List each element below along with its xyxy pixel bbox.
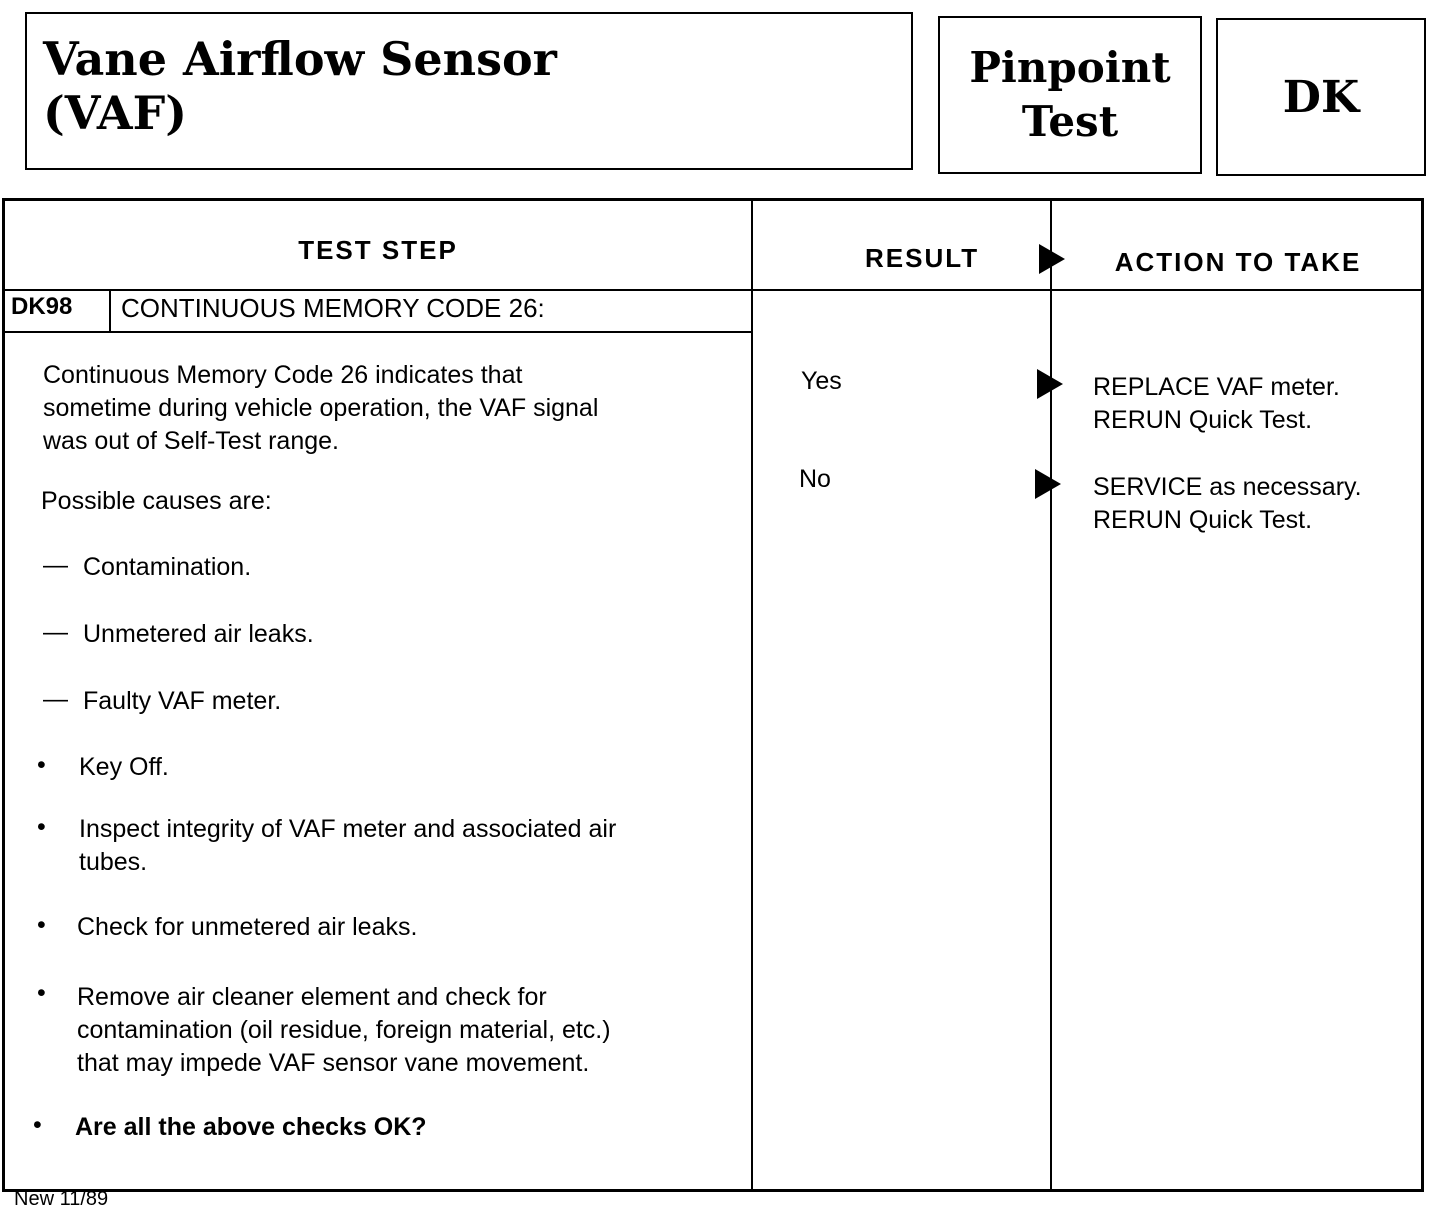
- test-type-line-1: Pinpoint: [969, 43, 1171, 92]
- pinpoint-table: [2, 198, 1424, 1192]
- step-title-rule: [5, 331, 751, 333]
- step-instruction: [79, 813, 616, 879]
- step-title: CONTINUOUS MEMORY CODE 26:: [121, 293, 545, 323]
- bullet-marker: •: [37, 979, 46, 1007]
- dash-marker: —: [43, 685, 68, 713]
- step-instruction: Key Off.: [79, 753, 169, 781]
- page-title: [43, 32, 557, 140]
- step-line: Inspect integrity of VAF meter and associated air: [79, 815, 617, 843]
- dash-marker: —: [43, 551, 68, 579]
- column-header-test-step: TEST STEP: [298, 235, 458, 265]
- intro-line: sometime during vehicle operation, the VAF signal: [43, 394, 599, 422]
- bullet-marker: •: [37, 911, 46, 939]
- step-question: Are all the above checks OK?: [75, 1113, 427, 1141]
- column-header-action: ACTION TO TAKE: [1114, 247, 1362, 277]
- column-header-result: RESULT: [865, 243, 980, 273]
- test-type-line-2: Test: [1021, 97, 1119, 146]
- step-id-divider: [109, 289, 111, 331]
- causes-heading: Possible causes are:: [41, 487, 272, 515]
- action-line: SERVICE as necessary.: [1093, 473, 1362, 501]
- revision-footer: New 11/89: [14, 1188, 109, 1210]
- dash-marker: —: [43, 618, 68, 646]
- step-line: Remove air cleaner element and check for: [77, 983, 547, 1011]
- test-code: DK: [1282, 71, 1360, 123]
- bullet-marker: •: [37, 813, 46, 841]
- bullet-marker: •: [33, 1111, 42, 1139]
- result-arrow-icon: [1035, 469, 1061, 499]
- test-type-box: [938, 16, 1202, 174]
- intro-paragraph: [43, 359, 598, 458]
- title-line-1: Vane Airflow Sensor: [43, 32, 557, 86]
- test-code-box: [1216, 18, 1426, 176]
- step-line: that may impede VAF sensor vane movement.: [77, 1049, 590, 1077]
- result-yes: Yes: [801, 367, 842, 395]
- cause-item: Contamination.: [83, 553, 252, 581]
- step-instruction: [77, 981, 611, 1080]
- step-instruction: Check for unmetered air leaks.: [77, 913, 418, 941]
- cause-item: Faulty VAF meter.: [83, 687, 282, 715]
- column-divider: [751, 201, 753, 1192]
- step-id: DK98: [11, 293, 73, 320]
- cause-item: Unmetered air leaks.: [83, 620, 314, 648]
- action-no: [1093, 471, 1362, 537]
- column-divider: [1050, 201, 1052, 1192]
- action-line: RERUN Quick Test.: [1093, 506, 1313, 534]
- action-yes: [1093, 371, 1340, 437]
- title-line-2: (VAF): [43, 86, 187, 140]
- title-box: [25, 12, 913, 170]
- action-line: REPLACE VAF meter.: [1093, 373, 1340, 401]
- intro-line: Continuous Memory Code 26 indicates that: [43, 361, 523, 389]
- header-rule: [5, 289, 1424, 291]
- step-line: contamination (oil residue, foreign material, etc.): [77, 1016, 611, 1044]
- result-no: No: [799, 465, 831, 493]
- intro-line: was out of Self-Test range.: [43, 427, 339, 455]
- bullet-marker: •: [37, 751, 46, 779]
- result-arrow-icon: [1037, 369, 1063, 399]
- action-line: RERUN Quick Test.: [1093, 406, 1313, 434]
- step-line: tubes.: [79, 848, 148, 876]
